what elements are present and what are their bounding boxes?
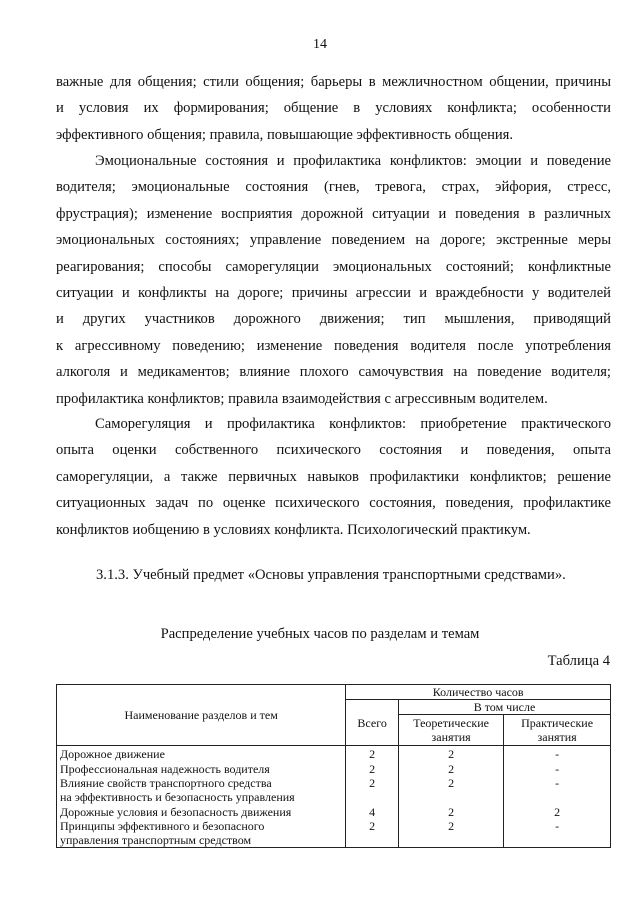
text-line: эмоциональных состояниях; управление поведением на дороге; экстренные меры bbox=[56, 232, 611, 249]
table-row bbox=[57, 804, 611, 819]
header-section-name: Наименование разделов и тем bbox=[57, 685, 346, 746]
header-total: Всего bbox=[346, 700, 399, 746]
table-row bbox=[57, 746, 611, 762]
text-line: ситуационных задач по оценке психического состояния, поведения, профилактике bbox=[56, 495, 611, 512]
row-practice: - bbox=[504, 776, 611, 804]
text-line: саморегуляции, а также первичных навыков профилактики конфликтов; решение bbox=[56, 468, 611, 485]
header-including: В том числе bbox=[399, 700, 611, 715]
page-number: 14 bbox=[313, 37, 327, 52]
text-line: Эмоциональные состояния и профилактика конфликтов: эмоции и поведение bbox=[95, 153, 611, 169]
row-total: 4 bbox=[346, 804, 399, 819]
row-theory: 2 bbox=[399, 804, 504, 819]
text-line: к агрессивному поведению; изменение поведения водителя после употребления bbox=[56, 337, 611, 354]
text-line: конфликтов иобщению в условиях конфликта. Психологический практикум. bbox=[56, 521, 531, 538]
row-theory: 2 bbox=[399, 761, 504, 776]
text-line: и других участников дорожного движения; тип мышления, приводящий bbox=[56, 311, 611, 328]
text-line: Саморегуляция и профилактика конфликтов: приобретение практического bbox=[95, 416, 611, 432]
text-line: опыта оценки собственного психического состояния и поведения, опыта bbox=[56, 442, 611, 459]
row-name-line: управления транспортным средством bbox=[60, 833, 252, 847]
row-name bbox=[57, 819, 346, 848]
row-total: 2 bbox=[346, 776, 399, 804]
row-practice: 2 bbox=[504, 804, 611, 819]
text-line: фрустрация); изменение восприятия дорожной ситуации и поведения в различных bbox=[56, 205, 611, 222]
header-theory-line: Теоретические bbox=[413, 716, 489, 730]
table-row bbox=[57, 819, 611, 848]
row-practice: - bbox=[504, 761, 611, 776]
section-heading: 3.1.3. Учебный предмет «Основы управления транспортными средствами». bbox=[96, 567, 566, 583]
header-theory bbox=[399, 715, 504, 746]
paragraph-self-regulation bbox=[56, 411, 611, 543]
table-caption: Распределение учебных часов по разделам и темам bbox=[160, 626, 480, 642]
text-line: водителя; эмоциональные состояния (гнев, тревога, страх, эйфория, стресс, bbox=[56, 179, 611, 196]
header-practice-line: Практические bbox=[521, 716, 594, 730]
row-name-line: на эффективность и безопасность управления bbox=[60, 790, 295, 804]
row-total: 2 bbox=[346, 819, 399, 848]
table-row bbox=[57, 761, 611, 776]
row-theory: 2 bbox=[399, 776, 504, 804]
text-line: эффективного общения; правила, повышающие эффективность общения. bbox=[56, 126, 514, 143]
row-theory: 2 bbox=[399, 746, 504, 762]
header-theory-line: занятия bbox=[431, 730, 471, 744]
row-name bbox=[57, 776, 346, 804]
row-total: 2 bbox=[346, 761, 399, 776]
text-line: реагирования; способы саморегуляции эмоциональных состояний; конфликтные bbox=[56, 258, 611, 275]
table-row bbox=[57, 776, 611, 804]
row-name-line: Принципы эффективного и безопасного bbox=[60, 819, 265, 833]
text-line: профилактика конфликтов; правила взаимодействия с агрессивным водителем. bbox=[56, 390, 548, 407]
row-practice: - bbox=[504, 819, 611, 848]
header-practice-line: занятия bbox=[537, 730, 577, 744]
header-practice bbox=[504, 715, 611, 746]
row-name: Дорожное движение bbox=[57, 746, 346, 762]
text-line: важные для общения; стили общения; барьеры в межличностном общении, причины bbox=[56, 74, 611, 90]
table-label: Таблица 4 bbox=[547, 653, 610, 669]
paragraph-emotional-states bbox=[56, 148, 611, 412]
row-total: 2 bbox=[346, 746, 399, 762]
text-line: и условия их формирования; общение в условиях конфликта; особенности bbox=[56, 100, 611, 117]
text-line: ситуации и конфликты на дороге; причины агрессии и враждебности у водителей bbox=[56, 285, 611, 302]
text-line: алкоголя и медикаментов; влияние плохого самочувствия на поведение водителя; bbox=[56, 364, 611, 381]
paragraph-communication bbox=[56, 69, 611, 148]
row-practice: - bbox=[504, 746, 611, 762]
header-hours-group: Количество часов bbox=[346, 685, 611, 700]
row-theory: 2 bbox=[399, 819, 504, 848]
row-name-line: Влияние свойств транспортного средства bbox=[60, 776, 272, 790]
row-name: Дорожные условия и безопасность движения bbox=[57, 804, 346, 819]
row-name: Профессиональная надежность водителя bbox=[57, 761, 346, 776]
hours-table bbox=[56, 684, 611, 848]
